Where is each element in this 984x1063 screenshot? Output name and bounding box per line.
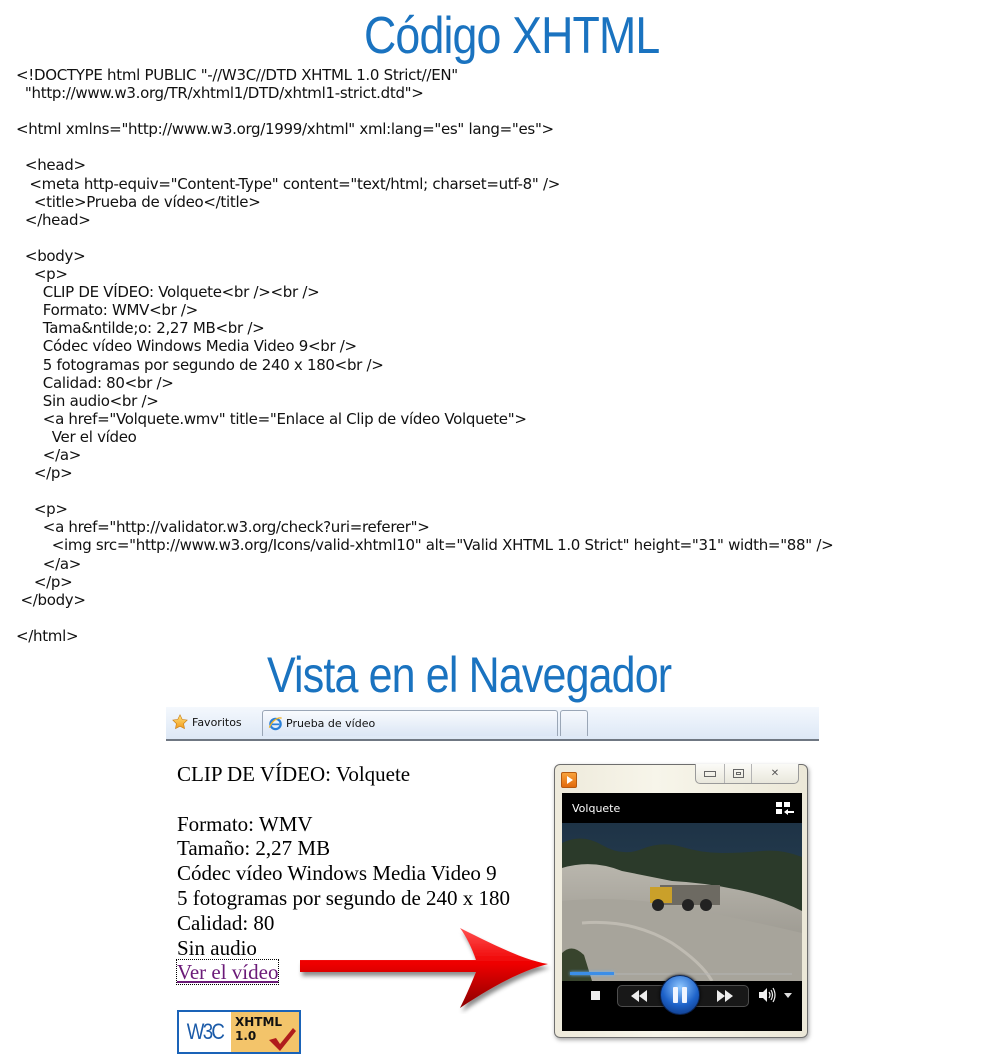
code-line <box>16 138 833 156</box>
close-button[interactable] <box>752 764 798 783</box>
star-icon <box>172 714 188 730</box>
playback-controls <box>562 981 802 1031</box>
clip-title: CLIP DE VÍDEO: Volquete <box>177 762 411 786</box>
code-line: Códec vídeo Windows Media Video 9<br /> <box>16 337 357 356</box>
code-line: Calidad: 80<br /> <box>16 373 174 392</box>
new-tab-button[interactable] <box>560 710 588 736</box>
codec-line: Códec vídeo Windows Media Video 9 <box>177 861 497 886</box>
pause-button[interactable] <box>660 975 700 1015</box>
code-section-heading: Código XHTML <box>364 7 660 65</box>
code-line: Sin audio<br /> <box>16 391 159 410</box>
view-video-link[interactable]: Ver el vídeo <box>177 960 279 985</box>
tab-title: Prueba de vídeo <box>286 717 376 730</box>
video-title: Volquete <box>572 801 621 815</box>
code-line: 5 fotogramas por segundo de 240 x 180<br /> <box>16 355 384 374</box>
video-screen <box>562 793 802 1031</box>
code-line: "http://www.w3.org/TR/xhtml1/DTD/xhtml1-strict.dtd"> <box>16 84 424 103</box>
code-line: <meta http-equiv="Content-Type" content="text/html; charset=utf-8" /> <box>16 174 560 193</box>
code-line: <a href="http://validator.w3.org/check?uri=referer"> <box>16 518 430 537</box>
code-line <box>16 609 833 627</box>
red-arrow-icon <box>296 924 552 1014</box>
code-line: <p> <box>16 265 68 284</box>
badge-xhtml-label: XHTML <box>235 1015 283 1029</box>
minimize-icon <box>704 771 716 777</box>
size-line: Tamaño: 2,27 MB <box>177 836 331 861</box>
browser-section-heading: Vista en el Navegador <box>267 647 672 703</box>
w3c-logo: W3C <box>186 1019 224 1044</box>
volume-dropdown-icon[interactable] <box>784 993 792 998</box>
code-line <box>16 482 833 500</box>
window-controls <box>695 764 799 784</box>
w3c-xhtml-valid-badge[interactable] <box>177 1010 301 1054</box>
badge-version-label: 1.0 <box>235 1029 257 1043</box>
format-line: Formato: WMV <box>177 811 313 836</box>
stop-button[interactable] <box>591 991 600 1000</box>
code-line: <html xmlns="http://www.w3.org/1999/xhtml" xml:lang="es" lang="es"> <box>16 120 554 139</box>
code-line: </head> <box>16 210 91 229</box>
code-line: <a href="Volquete.wmv" title="Enlace al Clip de vídeo Volquete"> <box>16 409 527 428</box>
code-line: <title>Prueba de vídeo</title> <box>16 192 261 211</box>
tab-prueba-de-video[interactable] <box>262 710 558 736</box>
maximize-button[interactable] <box>725 764 752 783</box>
code-line: <body> <box>16 246 86 265</box>
minimize-button[interactable] <box>696 764 725 783</box>
code-line: </a> <box>16 445 81 464</box>
code-line <box>16 229 833 247</box>
internet-explorer-icon <box>268 716 283 731</box>
media-player-window <box>554 764 808 1038</box>
video-frame[interactable] <box>562 823 802 981</box>
checkmark-icon <box>267 1026 297 1052</box>
rewind-button[interactable] <box>617 986 662 1006</box>
code-line: </body> <box>16 590 86 609</box>
code-line: </p> <box>16 572 73 591</box>
code-line <box>16 102 833 120</box>
code-line: </p> <box>16 464 73 483</box>
code-line: Tama&ntilde;o: 2,27 MB<br /> <box>16 319 265 338</box>
maximize-icon <box>733 769 744 778</box>
pause-icon <box>673 987 678 1003</box>
code-line: <head> <box>16 156 86 175</box>
code-line: <!DOCTYPE html PUBLIC "-//W3C//DTD XHTML 1.0 Strict//EN" <box>16 66 458 84</box>
xhtml-code-listing <box>16 66 833 645</box>
audio-line: Sin audio <box>177 935 257 960</box>
fast-forward-button[interactable] <box>702 986 747 1006</box>
volume-button[interactable] <box>758 987 776 1003</box>
browser-tab-bar <box>166 707 819 741</box>
switch-to-library-icon[interactable] <box>776 802 794 816</box>
media-player-icon <box>561 772 577 788</box>
code-line: <p> <box>16 500 68 519</box>
favorites-button[interactable] <box>172 712 242 732</box>
code-line: </html> <box>16 626 79 645</box>
code-line: <img src="http://www.w3.org/Icons/valid-xhtml10" alt="Valid XHTML 1.0 Strict" height="31" width="88" /> <box>16 536 834 555</box>
favorites-label: Favoritos <box>192 715 242 729</box>
close-icon: ✕ <box>770 768 780 779</box>
code-line: Ver el vídeo <box>16 427 137 446</box>
code-line: CLIP DE VÍDEO: Volquete<br /><br /> <box>16 283 320 302</box>
code-line: Formato: WMV<br /> <box>16 301 198 320</box>
code-line: </a> <box>16 554 81 573</box>
fps-line: 5 fotogramas por segundo de 240 x 180 <box>177 885 511 910</box>
quality-line: Calidad: 80 <box>177 910 275 935</box>
